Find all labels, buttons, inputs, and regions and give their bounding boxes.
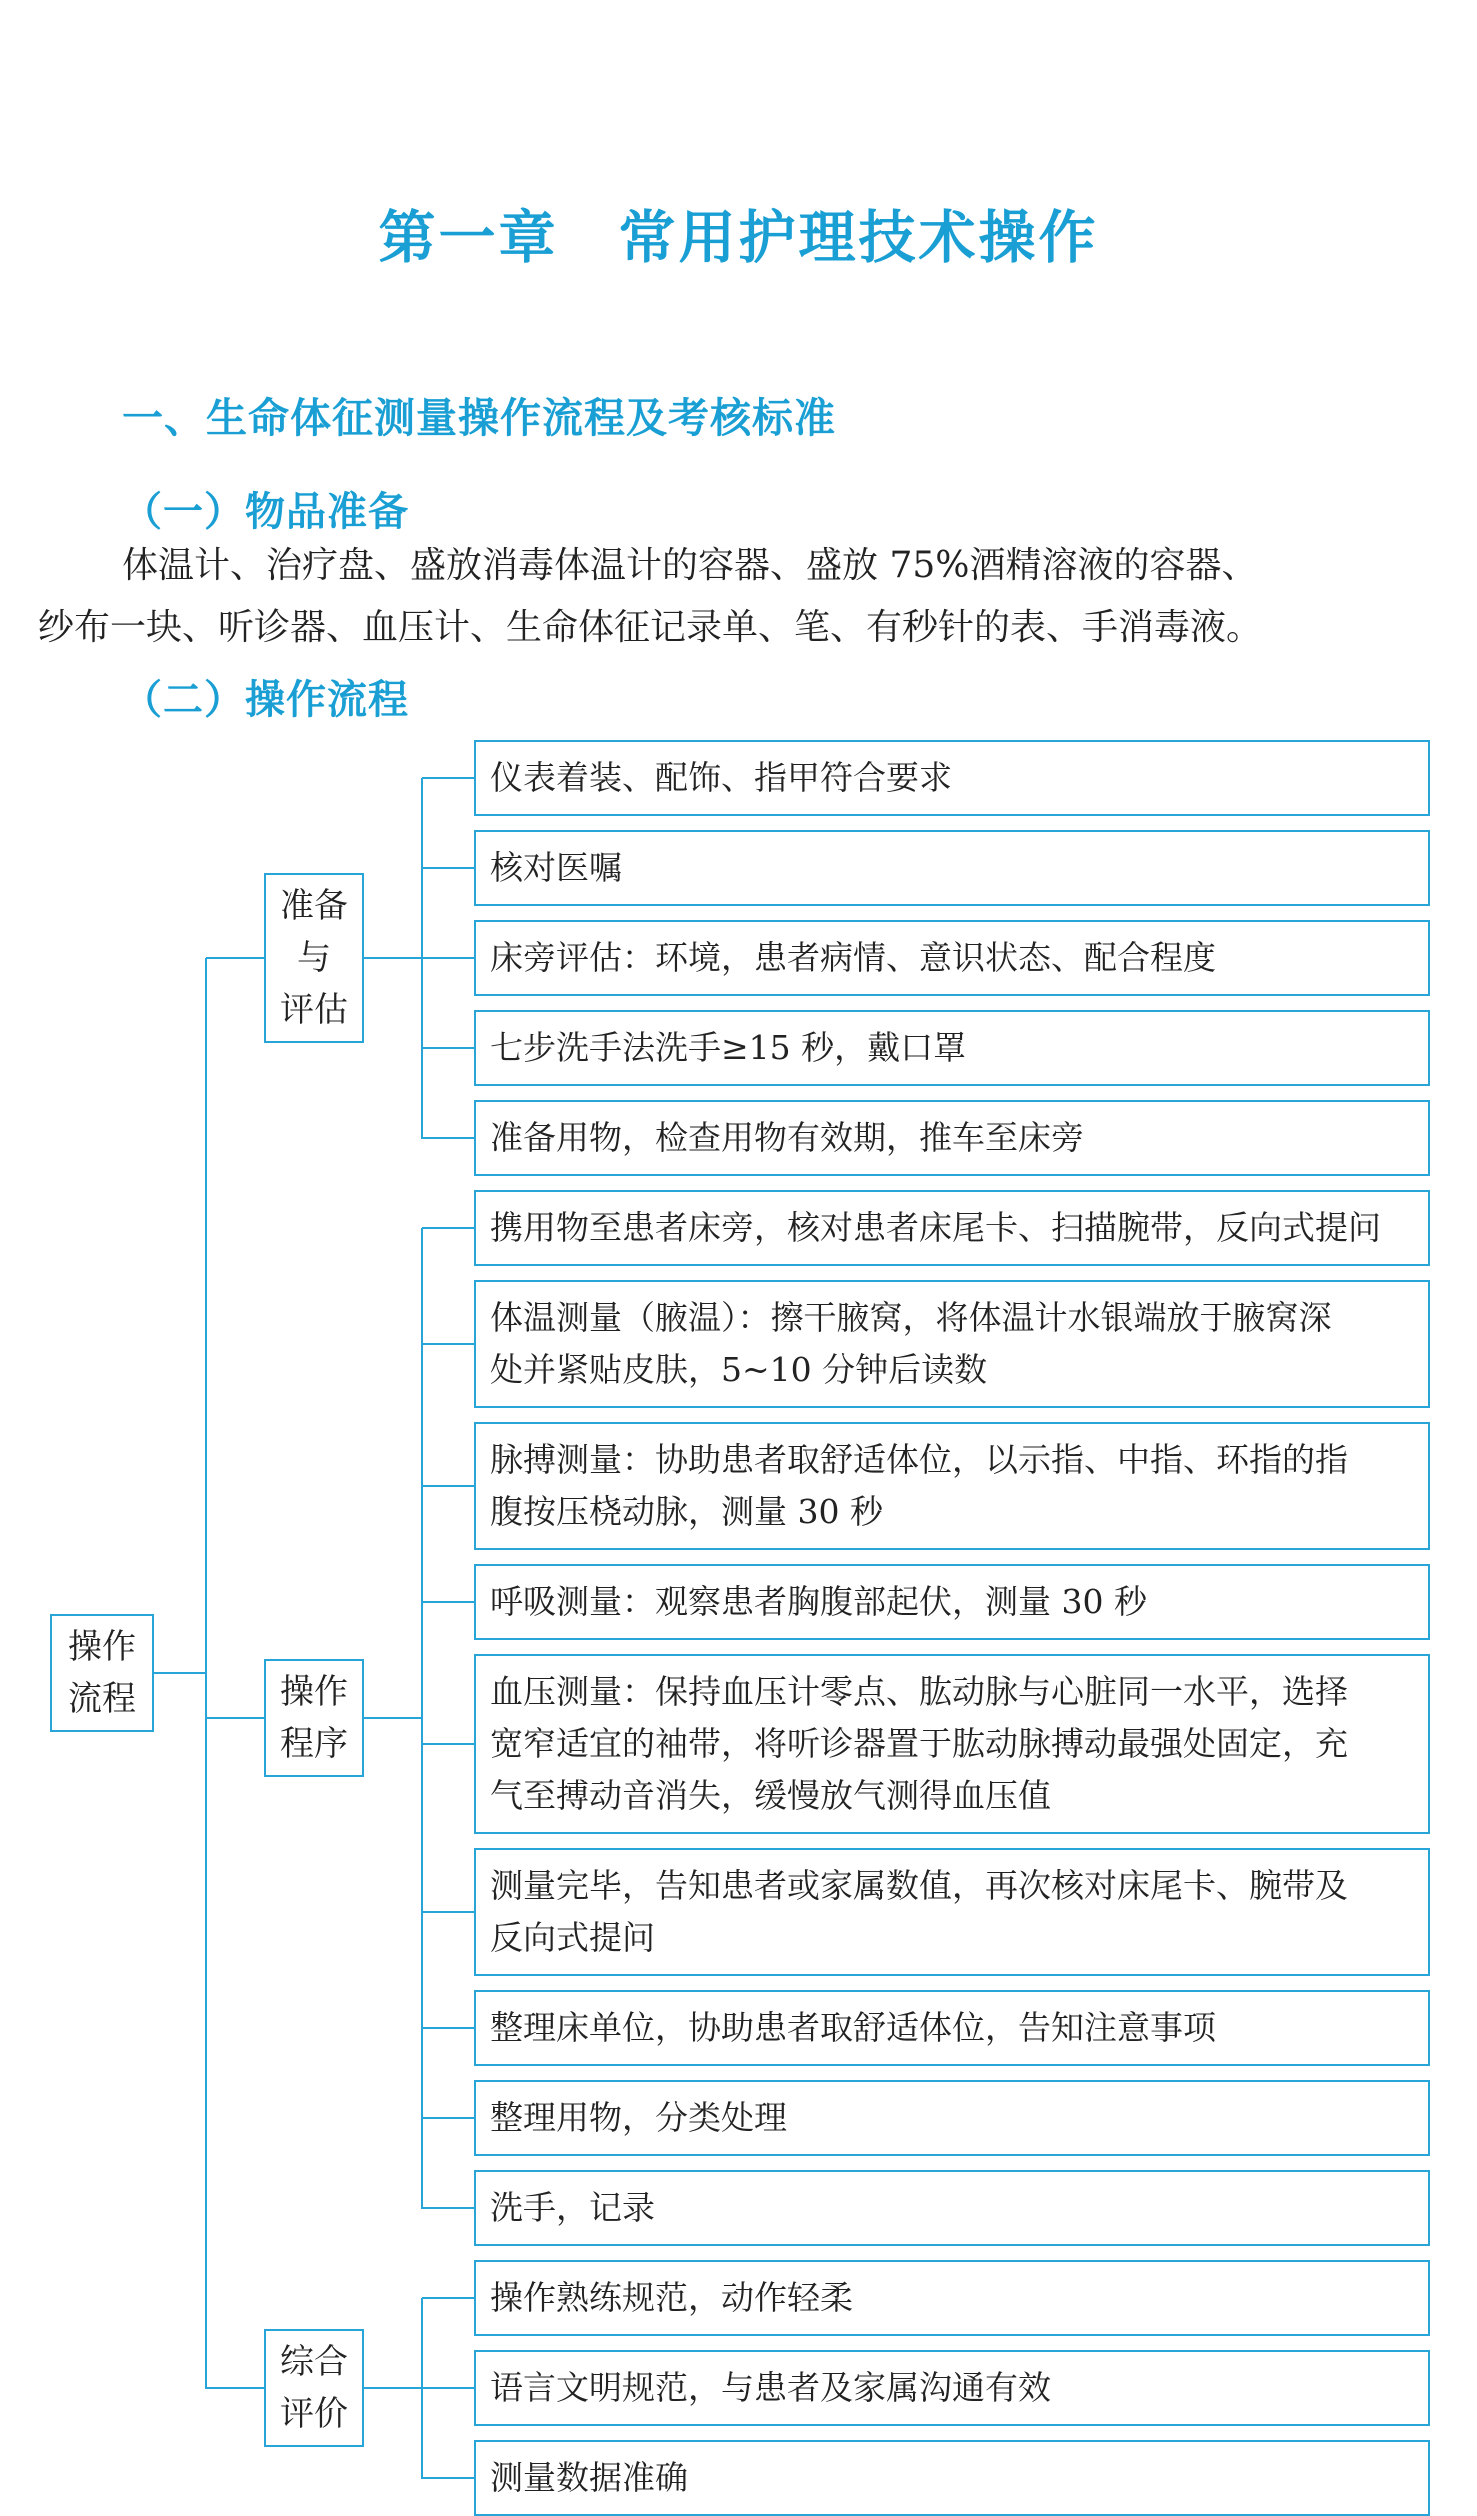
flow-step-connector	[422, 2297, 474, 2299]
flow-step	[474, 2080, 1430, 2156]
flow-step-line: 腹按压桡动脉，测量 30 秒	[490, 1492, 883, 1531]
chapter-title	[0, 192, 1477, 274]
flow-step-connector	[422, 1227, 474, 1229]
flow-step	[474, 1564, 1430, 1640]
flow-step	[474, 830, 1430, 906]
flow-step-line: 整理用物，分类处理	[490, 2098, 787, 2137]
flow-step	[474, 1654, 1430, 1834]
flow-step-connector	[422, 2027, 474, 2029]
flow-step-connector	[422, 867, 474, 869]
flow-group-label	[264, 1659, 364, 1777]
flow-step-line: 宽窄适宜的袖带，将听诊器置于肱动脉搏动最强处固定，充	[490, 1724, 1348, 1763]
flow-group-connector	[364, 1717, 422, 1719]
flow-step	[474, 2350, 1430, 2426]
flow-step-line: 携用物至患者床旁，核对患者床尾卡、扫描腕带，反向式提问	[490, 1208, 1381, 1247]
flow-step	[474, 920, 1430, 996]
flow-step	[474, 1990, 1430, 2066]
flow-group-label-line: 评估	[280, 990, 348, 1030]
flow-group-label-line: 与	[297, 938, 331, 978]
flow-step	[474, 2440, 1430, 2516]
flow-step-line: 处并紧贴皮肤，5~10 分钟后读数	[490, 1350, 988, 1389]
flow-step	[474, 1280, 1430, 1408]
flow-step-connector	[422, 1911, 474, 1913]
flow-step-line: 反向式提问	[490, 1918, 655, 1957]
flow-group-branch	[206, 1717, 264, 1719]
flow-step-line: 气至搏动音消失，缓慢放气测得血压值	[490, 1776, 1051, 1815]
flow-step-line: 核对医嘱	[490, 848, 622, 887]
flow-group-connector	[364, 2387, 422, 2389]
flow-group-label-line: 准备	[280, 886, 348, 926]
flow-step-connector	[422, 1485, 474, 1487]
flow-step-line: 血压测量：保持血压计零点、肱动脉与心脏同一水平，选择	[490, 1672, 1348, 1711]
flow-step-line: 七步洗手法洗手≥15 秒，戴口罩	[490, 1028, 967, 1067]
flow-group-branch	[206, 2387, 264, 2389]
flow-step-line: 测量完毕，告知患者或家属数值，再次核对床尾卡、腕带及	[490, 1866, 1348, 1905]
flow-step	[474, 1848, 1430, 1976]
flow-step-line: 脉搏测量：协助患者取舒适体位，以示指、中指、环指的指	[490, 1440, 1348, 1479]
flow-step	[474, 2170, 1430, 2246]
flow-step	[474, 1190, 1430, 1266]
flow-step-line: 洗手，记录	[490, 2188, 655, 2227]
flow-group-label-line: 程序	[280, 1724, 348, 1764]
flow-root-label-line: 操作	[68, 1627, 136, 1667]
flow-step-connector	[422, 1743, 474, 1745]
supplies-line-1: 体温计、治疗盘、盛放消毒体温计的容器、盛放 75%酒精溶液的容器、	[122, 545, 1258, 586]
flow-root-label-line: 流程	[68, 1679, 136, 1719]
flow-root-connector	[154, 1672, 206, 1674]
flow-step-connector	[422, 1137, 474, 1139]
flow-step-connector	[422, 2387, 474, 2389]
section-title: 一、生命体征测量操作流程及考核标准	[122, 394, 836, 442]
flow-step	[474, 1422, 1430, 1550]
flow-step-line: 体温测量（腋温）：擦干腋窝，将体温计水银端放于腋窝深	[490, 1298, 1332, 1337]
flow-root-label	[50, 1614, 154, 1732]
flow-group-connector	[364, 957, 422, 959]
subsection-title-supplies: （一）物品准备	[122, 489, 409, 535]
flow-step-connector	[422, 1601, 474, 1603]
flow-group-label	[264, 2329, 364, 2447]
flow-step-line: 操作熟练规范，动作轻柔	[490, 2278, 853, 2317]
flow-step-connector	[422, 777, 474, 779]
flow-step	[474, 1100, 1430, 1176]
flow-step-line: 准备用物，检查用物有效期，推车至床旁	[490, 1118, 1084, 1157]
flow-group-label	[264, 873, 364, 1043]
flow-step	[474, 740, 1430, 816]
flow-step	[474, 2260, 1430, 2336]
chapter-name: 常用护理技术操作	[618, 205, 1099, 271]
flow-step-line: 床旁评估：环境，患者病情、意识状态、配合程度	[490, 938, 1216, 977]
flow-group-label-line: 综合	[280, 2342, 348, 2382]
flow-group-label-line: 评价	[280, 2394, 348, 2434]
flow-step-connector	[422, 1343, 474, 1345]
flow-step-connector	[422, 1047, 474, 1049]
flow-step-connector	[422, 957, 474, 959]
flow-step-line: 呼吸测量：观察患者胸腹部起伏，测量 30 秒	[490, 1582, 1147, 1621]
flow-step-connector	[422, 2207, 474, 2209]
subsection-title-flow: （二）操作流程	[122, 677, 409, 723]
supplies-line-2: 纱布一块、听诊器、血压计、生命体征记录单、笔、有秒针的表、手消毒液。	[38, 607, 1263, 648]
chapter-number: 第一章	[378, 205, 559, 271]
flow-step-line: 整理床单位，协助患者取舒适体位，告知注意事项	[490, 2008, 1216, 2047]
flow-step-line: 测量数据准确	[490, 2458, 688, 2497]
flow-group-branch	[206, 957, 264, 959]
flow-step-line: 语言文明规范，与患者及家属沟通有效	[490, 2368, 1051, 2407]
flow-step-connector	[422, 2477, 474, 2479]
flow-step-connector	[422, 2117, 474, 2119]
flow-step	[474, 1010, 1430, 1086]
flow-group-label-line: 操作	[280, 1672, 348, 1712]
flow-step-line: 仪表着装、配饰、指甲符合要求	[490, 758, 952, 797]
